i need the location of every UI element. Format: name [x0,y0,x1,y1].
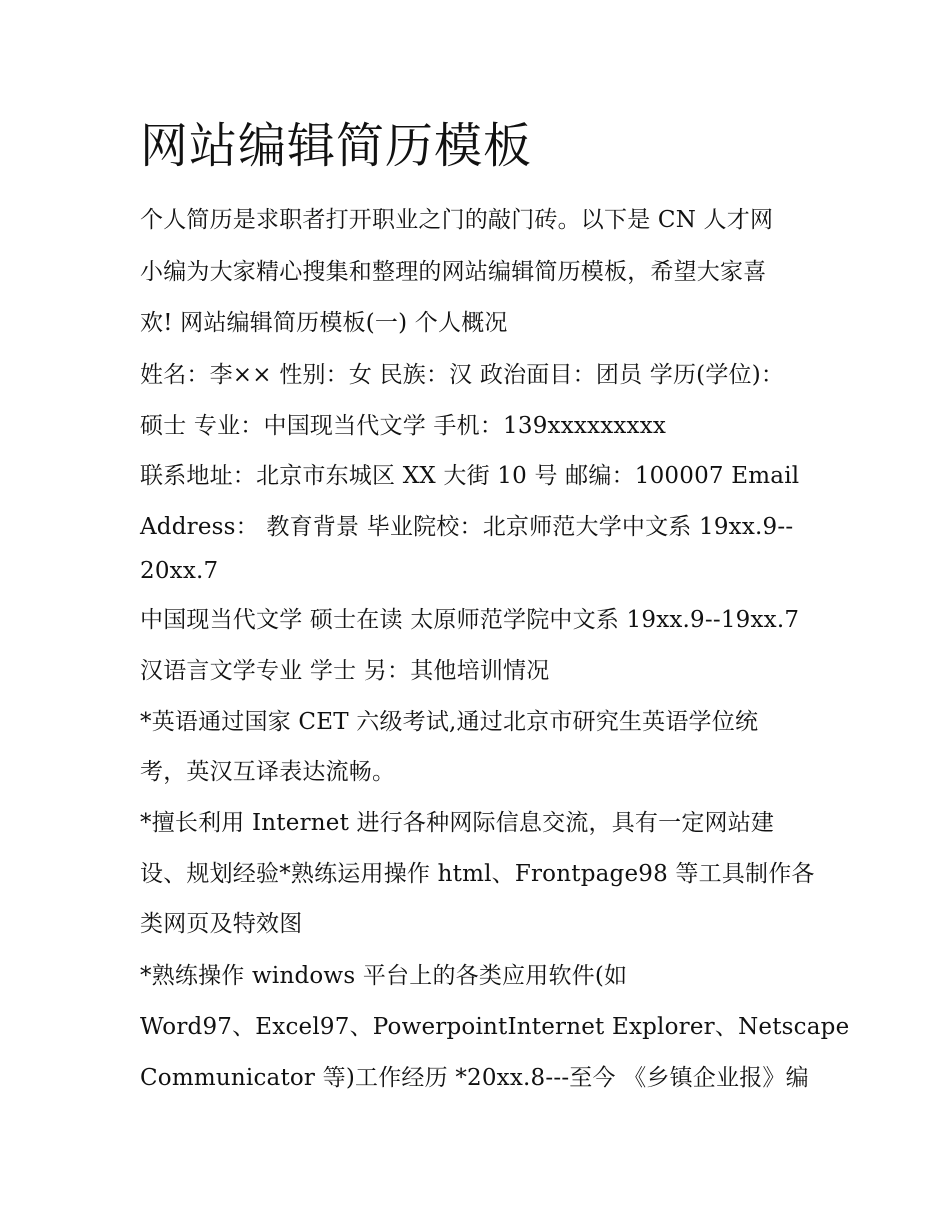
body-line-10: 汉语言文学专业 学士 另：其他培训情况 [140,658,550,684]
body-line-12: 考，英汉互译表达流畅。 [140,759,396,785]
body-line-16: *熟练操作 windows 平台上的各类应用软件(如 [140,963,628,989]
body-line-11: *英语通过国家 CET 六级考试,通过北京市研究生英语学位统 [140,709,759,735]
body-line-18: Communicator 等)工作经历 *20xx.8---至今 《乡镇企业报》编 [140,1065,809,1091]
body-line-4: 姓名：李×× 性别：女 民族：汉 政治面目：团员 学历(学位)： [140,362,785,388]
body-line-1: 个人简历是求职者打开职业之门的敲门砖。以下是 CN 人才网 [140,207,774,233]
document-title: 网站编辑简历模板 [140,118,533,174]
body-line-8: 20xx.7 [140,558,219,584]
body-line-9: 中国现当代文学 硕士在读 太原师范学院中文系 19xx.9--19xx.7 [140,607,800,633]
body-line-13: *擅长利用 Internet 进行各种网际信息交流，具有一定网站建 [140,810,775,836]
body-line-15: 类网页及特效图 [140,911,303,937]
body-line-14: 设、规划经验*熟练运用操作 html、Frontpage98 等工具制作各 [140,861,815,887]
body-line-2: 小编为大家精心搜集和整理的网站编辑简历模板，希望大家喜 [140,259,767,285]
body-line-5: 硕士 专业：中国现当代文学 手机：139xxxxxxxxx [140,413,667,439]
body-line-3: 欢! 网站编辑简历模板(一) 个人概况 [140,310,508,336]
body-line-7: Address： 教育背景 毕业院校：北京师范大学中文系 19xx.9-- [140,514,794,540]
body-line-17: Word97、Excel97、PowerpointInternet Explorer、Netscape [140,1014,850,1040]
body-line-6: 联系地址：北京市东城区 XX 大街 10 号 邮编：100007 Email [140,463,800,489]
